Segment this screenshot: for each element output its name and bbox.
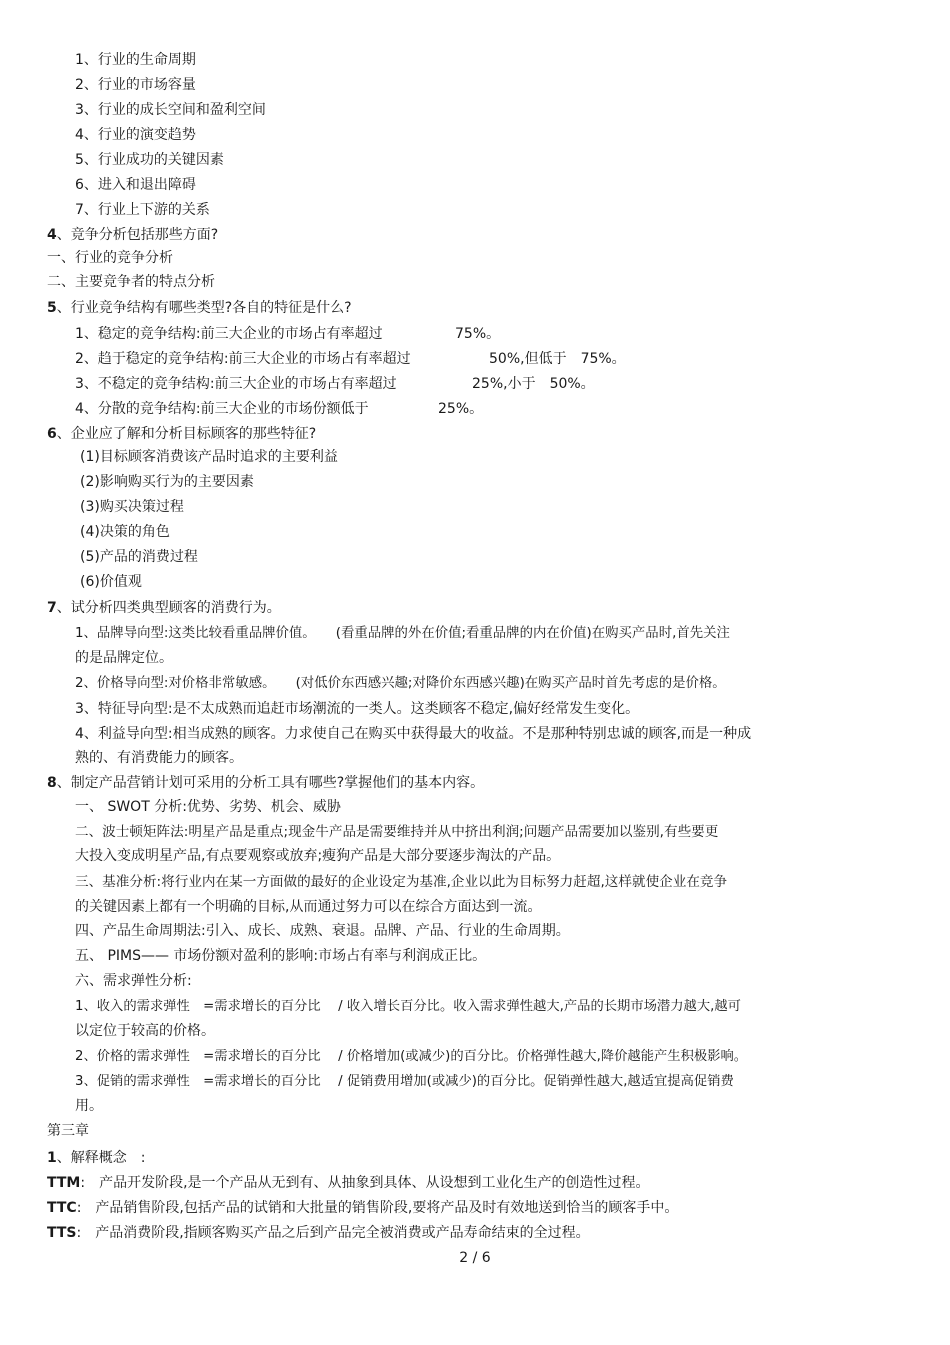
question-title: 、试分析四类典型顾客的消费行为。 — [56, 600, 281, 616]
term: TTS — [47, 1225, 77, 1241]
list-item: 6、进入和退出障碍 — [75, 177, 196, 193]
item-value: 75%。 — [455, 326, 501, 342]
question-heading — [47, 1148, 145, 1168]
item-text: 3、不稳定的竞争结构:前三大企业的市场占有率超过 — [75, 376, 397, 392]
paragraph-line: 大投入变成明星产品,有点要观察或放弃;瘦狗产品是大部分要逐步淘汰的产品。 — [75, 848, 561, 864]
paragraph-line: 六、需求弹性分析: — [75, 973, 192, 989]
paragraph-line: 的关键因素上都有一个明确的目标,从而通过努力可以在综合方面达到一流。 — [75, 899, 542, 915]
paragraph-line: 2、价格导向型:对价格非常敏感。 (对低价东西感兴趣;对降价东西感兴趣)在购买产品时首先考虑的是价格。 — [75, 676, 726, 691]
paragraph-line: 以定位于较高的价格。 — [75, 1023, 215, 1039]
paragraph-line: 3、促销的需求弹性 =需求增长的百分比 / 促销费用增加(或减少)的百分比。促销弹性越大,越适宜提高促销费 — [75, 1074, 734, 1089]
list-item: 5、行业成功的关键因素 — [75, 152, 224, 168]
term: TTC — [47, 1200, 77, 1216]
paragraph-line: 1、品牌导向型:这类比较看重品牌价值。 (看重品牌的外在价值;看重品牌的内在价值)在购买产品时,首先关注 — [75, 626, 730, 641]
paragraph-line: 3、特征导向型:是不太成熟而追赶市场潮流的一类人。这类顾客不稳定,偏好经常发生变化。 — [75, 701, 640, 717]
paragraph-line: 4、利益导向型:相当成熟的顾客。力求使自己在购买中获得最大的收益。不是那种特别忠诚的顾客,而是一种成 — [75, 726, 752, 742]
list-item — [75, 399, 484, 419]
list-item: 一、行业的竞争分析 — [47, 250, 173, 266]
item-text: 4、分散的竞争结构:前三大企业的市场份额低于 — [75, 401, 369, 417]
question-heading — [47, 773, 484, 793]
question-title: 、制定产品营销计划可采用的分析工具有哪些?掌握他们的基本内容。 — [56, 775, 485, 791]
paragraph-line: 一、 SWOT 分析:优势、劣势、机会、威胁 — [75, 799, 341, 815]
paragraph-line: 用。 — [75, 1098, 103, 1114]
definition: : 产品销售阶段,包括产品的试销和大批量的销售阶段,要将产品及时有效地送到恰当的顾客手中。 — [76, 1200, 679, 1216]
paragraph-line: 1、收入的需求弹性 =需求增长的百分比 / 收入增长百分比。收入需求弹性越大,产品的长期市场潜力越大,越可 — [75, 999, 741, 1014]
definition: : 产品消费阶段,指顾客购买产品之后到产品完全被消费或产品寿命结束的全过程。 — [76, 1225, 590, 1241]
paragraph-line: 四、产品生命周期法:引入、成长、成熟、衰退。品牌、产品、行业的生命周期。 — [75, 923, 570, 939]
list-item — [75, 324, 501, 344]
paragraph-line: 熟的、有消费能力的顾客。 — [75, 750, 243, 766]
list-item: 3、行业的成长空间和盈利空间 — [75, 102, 266, 118]
question-number: 1 — [47, 1150, 57, 1166]
term: TTM — [47, 1175, 81, 1191]
term-definition — [47, 1173, 650, 1193]
question-title: 、行业竞争结构有哪些类型?各自的特征是什么? — [56, 300, 352, 316]
definition: : 产品开发阶段,是一个产品从无到有、从抽象到具体、从设想到工业化生产的创造性过程。 — [80, 1175, 650, 1191]
question-title: 、解释概念 : — [56, 1150, 146, 1166]
question-number: 5 — [47, 300, 57, 316]
list-item: 4、行业的演变趋势 — [75, 127, 196, 143]
paragraph-line: 的是品牌定位。 — [75, 650, 173, 666]
paragraph-line: 五、 PIMS—— 市场份额对盈利的影响:市场占有率与利润成正比。 — [75, 948, 487, 964]
list-item: 2、行业的市场容量 — [75, 77, 196, 93]
list-item: (5)产品的消费过程 — [80, 549, 198, 565]
question-number: 6 — [47, 426, 57, 442]
question-number: 8 — [47, 775, 57, 791]
list-item: 1、行业的生命周期 — [75, 52, 196, 68]
item-value: 25%。 — [438, 401, 484, 417]
list-item: (2)影响购买行为的主要因素 — [80, 474, 254, 490]
paragraph-line: 2、价格的需求弹性 =需求增长的百分比 / 价格增加(或减少)的百分比。价格弹性越大,降价越能产生积极影响。 — [75, 1049, 748, 1064]
list-item: 7、行业上下游的关系 — [75, 202, 210, 218]
list-item: (6)价值观 — [80, 574, 142, 590]
question-heading — [47, 225, 218, 245]
term-definition — [47, 1198, 678, 1218]
question-heading — [47, 298, 352, 318]
chapter-title: 第三章 — [47, 1123, 89, 1139]
question-number: 7 — [47, 600, 57, 616]
question-number: 4 — [47, 227, 57, 243]
item-text: 1、稳定的竞争结构:前三大企业的市场占有率超过 — [75, 326, 383, 342]
item-value: 25%,小于 50%。 — [472, 376, 595, 392]
term-definition — [47, 1223, 590, 1243]
list-item: 二、主要竞争者的特点分析 — [47, 274, 215, 290]
question-heading — [47, 598, 281, 618]
list-item: (1)目标顾客消费该产品时追求的主要利益 — [80, 449, 338, 465]
list-item — [75, 374, 595, 394]
question-heading — [47, 424, 316, 444]
list-item: (4)决策的角色 — [80, 524, 170, 540]
item-value: 50%,但低于 75%。 — [489, 351, 626, 367]
paragraph-line: 二、波士顿矩阵法:明星产品是重点;现金牛产品是需要维持并从中挤出利润;问题产品需要加以鉴别,有些要更 — [75, 824, 719, 840]
list-item — [75, 349, 626, 369]
item-text: 2、趋于稳定的竞争结构:前三大企业的市场占有率超过 — [75, 351, 411, 367]
question-title: 、竞争分析包括那些方面? — [56, 227, 219, 243]
question-title: 、企业应了解和分析目标顾客的那些特征? — [56, 426, 317, 442]
paragraph-line: 三、基准分析:将行业内在某一方面做的最好的企业设定为基准,企业以此为目标努力赶超,这样就使企业在竞争 — [75, 874, 728, 890]
page-number: 2 / 6 — [459, 1250, 491, 1266]
list-item: (3)购买决策过程 — [80, 499, 184, 515]
